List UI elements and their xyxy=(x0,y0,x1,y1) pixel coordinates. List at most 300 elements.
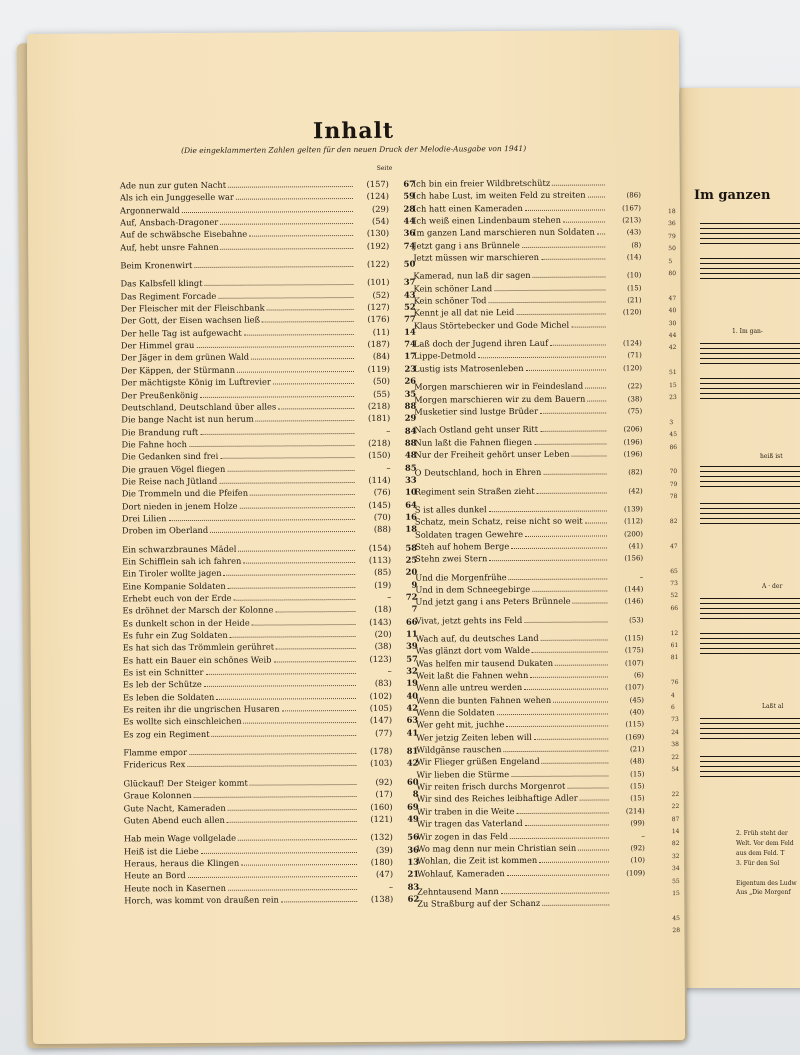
index-entry xyxy=(415,595,643,609)
music-staff xyxy=(700,598,800,622)
index-entry xyxy=(416,656,644,670)
page-number: 57 xyxy=(406,653,418,664)
melody-edition-page: (138) xyxy=(370,893,394,904)
facing-page xyxy=(680,88,800,988)
page-number: 60 xyxy=(406,776,419,787)
leader-dots xyxy=(532,645,608,653)
page-number: 49 xyxy=(407,813,419,824)
leader-dots xyxy=(525,202,605,210)
page-number: 25 xyxy=(405,554,418,565)
melody-edition-page: (10) xyxy=(630,856,646,865)
song-title: Weit laßt die Fahnen wehn xyxy=(415,669,529,681)
leader-dots xyxy=(571,319,606,327)
song-title: Musketier sind lustge Brüder xyxy=(414,405,539,417)
song-title: Heraus, heraus die Klingen xyxy=(123,857,240,869)
leader-dots xyxy=(227,814,357,823)
melody-edition-page: (160) xyxy=(370,801,393,812)
melody-edition-page: (130) xyxy=(366,228,390,239)
melody-edition-page: (15) xyxy=(630,782,645,791)
page-number: 26 xyxy=(404,375,417,386)
leader-dots xyxy=(585,381,606,389)
song-title: Es ist ein Schnitter xyxy=(122,666,204,678)
index-entry xyxy=(415,502,643,516)
song-title: Flamme empor xyxy=(123,747,188,758)
index-entry xyxy=(414,404,642,418)
verse-text: Welt. Vor dem Feld xyxy=(736,840,794,847)
song-title: Es fuhr ein Zug Soldaten xyxy=(122,629,228,641)
margin-page-number: 4 xyxy=(670,691,675,699)
margin-page-number: 38 xyxy=(671,741,679,749)
melody-edition-page: (43) xyxy=(626,228,642,237)
leader-dots xyxy=(522,239,606,248)
index-page xyxy=(27,30,685,1044)
leader-dots xyxy=(532,583,607,591)
leader-dots xyxy=(509,571,608,580)
index-entry xyxy=(120,239,415,253)
song-title: Es hatt ein Bauer ein schönes Weib xyxy=(122,654,272,666)
melody-edition-page: (48) xyxy=(629,757,645,766)
index-entry xyxy=(417,841,645,855)
leader-dots xyxy=(541,632,608,640)
index-entry xyxy=(415,527,643,541)
leader-dots xyxy=(256,413,355,422)
index-entry xyxy=(416,742,644,756)
music-staff xyxy=(700,466,800,490)
margin-page-number: 45 xyxy=(672,914,680,922)
index-entry xyxy=(122,523,417,537)
leader-dots xyxy=(220,216,353,225)
index-entry xyxy=(417,804,645,818)
verse-text: 3. Für den Sol xyxy=(736,860,780,867)
index-entry xyxy=(415,570,643,584)
melody-edition-page: – xyxy=(641,831,645,840)
index-entry xyxy=(413,213,641,227)
melody-edition-page: (156) xyxy=(624,554,644,563)
page-number: 64 xyxy=(405,499,417,510)
melody-edition-page: (52) xyxy=(372,289,390,300)
leader-dots xyxy=(228,580,356,589)
song-title: Und die Morgenfrühe xyxy=(415,571,507,583)
song-title: Lustig ists Matrosenleben xyxy=(413,362,524,374)
leader-dots xyxy=(542,898,609,906)
melody-edition-page: (112) xyxy=(624,517,643,526)
page-number: 44 xyxy=(403,215,416,226)
margin-page-number: 82 xyxy=(669,518,678,526)
song-title: Es dunkelt schon in der Heide xyxy=(122,617,250,629)
leader-dots xyxy=(489,553,607,562)
song-title: Ein schwarzbraunes Mädel xyxy=(122,543,237,555)
melody-edition-page: (120) xyxy=(622,308,642,317)
song-title: Der Preußenkönig xyxy=(121,389,199,400)
song-title: Heute an Bord xyxy=(124,870,186,881)
page-number: 72 xyxy=(405,591,418,602)
melody-edition-page: – xyxy=(386,462,391,473)
leader-dots xyxy=(539,855,609,863)
leader-dots xyxy=(273,654,355,663)
leader-dots xyxy=(218,290,353,299)
margin-page-number: 61 xyxy=(670,642,679,650)
song-title: Wir Flieger grüßen Engeland xyxy=(416,756,540,768)
song-title: Fridericus Rex xyxy=(123,759,186,770)
page-number: 52 xyxy=(404,301,416,312)
song-title: Es leben die Soldaten xyxy=(122,691,215,703)
page-number: 16 xyxy=(405,511,417,522)
margin-page-number: 23 xyxy=(669,394,677,402)
song-title: Morgen marschieren wir zu dem Bauern xyxy=(414,393,586,405)
index-entry xyxy=(414,293,642,307)
page-number: 37 xyxy=(403,277,416,288)
melody-edition-page: (169) xyxy=(625,732,645,742)
index-entry xyxy=(413,281,641,295)
leader-dots xyxy=(572,448,607,456)
melody-edition-page: (102) xyxy=(369,690,392,701)
song-title: Ich habe Lust, im weiten Feld zu streiten xyxy=(412,189,586,201)
melody-edition-page: (200) xyxy=(624,529,644,538)
leader-dots xyxy=(537,485,607,493)
index-entry xyxy=(414,336,642,350)
song-title: Der mächtigste König im Luftrevier xyxy=(121,376,271,388)
leader-dots xyxy=(262,314,354,323)
index-entry xyxy=(416,705,644,719)
song-title: Regiment sein Straßen zieht xyxy=(414,485,535,497)
leader-dots xyxy=(228,882,357,891)
page-number: 17 xyxy=(404,351,416,362)
melody-edition-page: (145) xyxy=(368,499,391,510)
song-title: Wildgänse rauschen xyxy=(416,744,502,755)
leader-dots xyxy=(533,270,606,278)
melody-edition-page: (127) xyxy=(367,301,390,313)
melody-edition-page: (107) xyxy=(625,683,644,692)
music-staff xyxy=(700,756,800,780)
page-number: 63 xyxy=(406,715,419,726)
song-title: Klaus Störtebecker und Gode Michel xyxy=(413,319,570,331)
index-entry xyxy=(123,757,418,771)
page-number: 48 xyxy=(404,449,417,460)
page-number: 66 xyxy=(405,616,418,627)
song-title: Wenn die bunten Fahnen wehen xyxy=(415,694,552,706)
page-number: 40 xyxy=(406,690,418,701)
leader-dots xyxy=(205,277,354,286)
song-title: Und jetzt gang i ans Peters Brünnele xyxy=(415,596,571,607)
leader-dots xyxy=(194,259,353,268)
margin-page-number: 47 xyxy=(668,294,677,302)
melody-edition-page: (167) xyxy=(622,203,642,213)
song-title: Steh auf hohem Berge xyxy=(415,541,510,552)
index-entry xyxy=(415,465,643,479)
margin-page-number: 6 xyxy=(671,704,675,712)
page-number: 9 xyxy=(411,579,418,590)
leader-dots xyxy=(563,215,605,223)
melody-edition-page: (22) xyxy=(627,382,643,391)
song-title: Wir tragen das Vaterland xyxy=(416,818,523,829)
margin-page-number: 50 xyxy=(668,245,676,253)
index-entry xyxy=(415,514,643,528)
margin-page-number: 34 xyxy=(672,865,680,873)
melody-edition-page: (14) xyxy=(626,253,642,262)
leader-dots xyxy=(236,191,353,200)
song-title: Der Jäger in dem grünen Wald xyxy=(120,352,250,363)
page-number: 62 xyxy=(407,893,420,904)
melody-edition-page: (121) xyxy=(370,813,393,824)
song-title: Kamerad, nun laß dir sagen xyxy=(413,270,531,282)
leader-dots xyxy=(506,719,608,728)
song-title: Das Regiment Forcade xyxy=(120,290,217,302)
leader-dots xyxy=(234,592,356,601)
melody-edition-page: (107) xyxy=(624,658,644,668)
page-number: 11 xyxy=(406,628,418,639)
song-title: Beim Kronenwirt xyxy=(120,260,193,271)
margin-page-number: 70 xyxy=(669,468,678,476)
melody-edition-page: (176) xyxy=(367,314,390,325)
melody-edition-page: (124) xyxy=(622,339,642,348)
index-entry xyxy=(416,693,644,707)
leader-dots xyxy=(540,405,606,413)
song-title: Jetzt gang i ans Brünnele xyxy=(413,239,520,251)
page-number: 35 xyxy=(404,388,417,399)
melody-edition-page: (157) xyxy=(366,178,389,189)
song-title: Wohlan, die Zeit ist kommen xyxy=(416,855,538,866)
leader-dots xyxy=(573,596,608,604)
margin-page-number: 22 xyxy=(671,753,680,761)
song-title: Morgen marschieren wir in Feindesland xyxy=(414,380,584,392)
melody-edition-page: (6) xyxy=(633,671,644,680)
melody-edition-page: (123) xyxy=(369,653,392,664)
index-entry xyxy=(413,201,641,215)
song-title: Droben im Oberland xyxy=(121,525,209,536)
index-entry xyxy=(415,582,643,596)
margin-page-number: 82 xyxy=(671,840,680,848)
music-staff xyxy=(700,503,800,527)
page-number: 18 xyxy=(405,523,417,534)
leader-dots xyxy=(578,842,609,850)
leader-dots xyxy=(553,694,608,702)
melody-edition-page: (99) xyxy=(630,819,645,828)
lyric-line: A · der xyxy=(762,583,783,590)
melody-edition-page: (40) xyxy=(629,708,645,717)
melody-edition-page: (11) xyxy=(372,326,390,337)
melody-edition-page: (218) xyxy=(368,437,391,448)
song-title: Wir traben in die Weite xyxy=(416,805,515,817)
page-number: 42 xyxy=(406,702,419,713)
index-entry xyxy=(416,668,644,682)
song-title: Im ganzen Land marschieren nun Soldaten xyxy=(413,226,595,239)
page-number: 7 xyxy=(411,603,418,615)
song-title: Die Gedanken sind frei xyxy=(121,451,219,462)
page-number: 74 xyxy=(403,240,416,251)
song-title: Und in dem Schneegebirge xyxy=(415,583,531,595)
leader-dots xyxy=(478,350,606,359)
page-number: 19 xyxy=(406,678,418,689)
leader-dots xyxy=(501,885,609,894)
song-title: Horch, was kommt von draußen rein xyxy=(124,894,279,906)
melody-edition-page: (147) xyxy=(369,715,393,726)
leader-dots xyxy=(276,641,356,649)
song-title: Nun laßt die Fahnen fliegen xyxy=(414,436,533,448)
index-entry xyxy=(414,361,642,375)
song-title: Wir lieben die Stürme xyxy=(416,768,510,780)
leader-dots xyxy=(525,528,607,537)
page-number: 29 xyxy=(404,412,417,423)
melody-edition-page: (120) xyxy=(623,364,642,373)
song-title: Deutschland, Deutschland über alles xyxy=(121,401,277,413)
page-subtitle: (Die eingeklammerten Zahlen gelten für den neuen Druck der Melodie-Ausgabe von 1941) xyxy=(181,143,527,156)
index-entry xyxy=(414,447,642,461)
melody-edition-page: (54) xyxy=(371,215,390,226)
page-number: 74 xyxy=(404,338,416,349)
page-number: 23 xyxy=(404,363,417,374)
melody-edition-page: (150) xyxy=(368,450,391,461)
leader-dots xyxy=(228,802,357,811)
index-entry xyxy=(414,435,642,449)
song-title: Ich hatt einen Kameraden xyxy=(412,202,523,214)
leader-dots xyxy=(489,503,607,512)
leader-dots xyxy=(542,756,609,764)
song-title: Laß doch der Jugend ihren Lauf xyxy=(413,337,549,349)
index-entry xyxy=(414,349,642,363)
melody-edition-page: (124) xyxy=(366,191,389,202)
lyric-line: 1. Im gan- xyxy=(732,328,763,335)
page-number: 20 xyxy=(405,566,418,578)
song-title: Der helle Tag ist aufgewacht xyxy=(120,327,242,339)
song-title: Wach auf, du deutsches Land xyxy=(415,632,539,644)
index-entry xyxy=(414,306,642,320)
leader-dots xyxy=(588,190,605,198)
leader-dots xyxy=(240,500,355,509)
leader-dots xyxy=(228,179,353,188)
melody-edition-page: (143) xyxy=(369,616,392,627)
leader-dots xyxy=(585,516,607,524)
page-number: 21 xyxy=(407,868,420,879)
index-entry xyxy=(415,539,643,553)
melody-edition-page: (76) xyxy=(373,487,391,498)
leader-dots xyxy=(205,666,355,675)
melody-edition-page: (109) xyxy=(626,868,646,877)
margin-page-number: 55 xyxy=(672,877,680,885)
page-number: 88 xyxy=(404,437,417,448)
index-entry xyxy=(414,392,642,406)
melody-edition-page: (101) xyxy=(367,277,390,288)
music-staff xyxy=(700,343,800,367)
song-title: Nur der Freiheit gehört unser Leben xyxy=(414,448,570,460)
melody-edition-page: (103) xyxy=(370,758,393,769)
margin-page-number: 51 xyxy=(668,369,677,377)
margin-page-number: 86 xyxy=(669,443,678,451)
margin-page-number: 42 xyxy=(668,344,677,352)
music-staff xyxy=(700,258,800,282)
melody-edition-page: (192) xyxy=(366,240,390,251)
margin-page-number: 30 xyxy=(668,319,677,327)
margin-page-number: 52 xyxy=(670,592,679,600)
index-entry xyxy=(416,767,644,781)
leader-dots xyxy=(275,604,355,612)
song-title: Der Himmel grau xyxy=(120,340,195,351)
leader-dots xyxy=(238,543,355,552)
leader-dots xyxy=(201,845,357,854)
margin-page-number: 80 xyxy=(668,270,677,278)
leader-dots xyxy=(552,177,605,185)
leader-dots xyxy=(580,793,609,801)
song-title: Die Trommeln und die Pfeifen xyxy=(121,487,249,499)
leader-dots xyxy=(534,436,606,444)
leader-dots xyxy=(510,830,609,839)
song-title: Ein Tiroler wollte jagen xyxy=(122,568,222,579)
melody-edition-page: (19) xyxy=(374,579,392,590)
leader-dots xyxy=(244,327,354,336)
footer-text: Aus „Die Morgenf xyxy=(736,889,791,896)
margin-page-number: 45 xyxy=(669,431,678,439)
song-title: O Deutschland, hoch in Ehren xyxy=(414,467,542,478)
index-entry xyxy=(414,318,642,332)
index-entry xyxy=(416,718,644,732)
melody-edition-page: (53) xyxy=(629,615,644,624)
leader-dots xyxy=(281,894,357,902)
index-entry xyxy=(416,644,644,658)
melody-edition-page: (50) xyxy=(372,375,391,387)
index-entry xyxy=(417,829,645,843)
melody-edition-page: – xyxy=(387,591,392,602)
leader-dots xyxy=(530,669,608,677)
leader-dots xyxy=(273,376,354,384)
leader-dots xyxy=(267,302,354,311)
margin-page-number: 22 xyxy=(671,790,680,798)
melody-edition-page: (18) xyxy=(374,604,392,615)
melody-edition-page: (214) xyxy=(625,807,645,816)
index-entry xyxy=(123,726,418,740)
song-title: Der Käppen, der Stürmann xyxy=(120,364,236,376)
melody-edition-page: (113) xyxy=(368,554,392,565)
song-title: Wir sind des Reiches leibhaftige Adler xyxy=(416,793,578,805)
song-title: Die Reise nach Jütland xyxy=(121,475,218,487)
index-entry xyxy=(414,379,642,393)
song-title: Argonnerwald xyxy=(119,204,180,216)
melody-edition-page: (144) xyxy=(624,585,644,594)
leader-dots xyxy=(189,438,354,447)
page-number: 33 xyxy=(405,474,417,485)
margin-page-number: 66 xyxy=(670,604,679,612)
melody-edition-page: (181) xyxy=(367,412,391,424)
song-title: Eine Kompanie Soldaten xyxy=(122,580,226,592)
margin-page-number: 73 xyxy=(671,716,679,724)
leader-dots xyxy=(497,707,608,716)
margin-page-number: 12 xyxy=(670,629,679,637)
song-title: Gute Nacht, Kameraden xyxy=(123,802,226,813)
page-number: 39 xyxy=(406,641,418,652)
leader-dots xyxy=(597,227,605,235)
index-entry xyxy=(416,779,644,793)
leader-dots xyxy=(526,362,606,370)
song-title: Kein schöner Tod xyxy=(413,295,487,306)
leader-dots xyxy=(243,555,355,564)
melody-edition-page: (15) xyxy=(627,284,642,293)
melody-edition-page: (92) xyxy=(630,844,645,853)
index-entry xyxy=(413,250,641,264)
melody-edition-page: (70) xyxy=(373,511,391,522)
melody-edition-page: (115) xyxy=(625,720,645,729)
song-title: Auf de schwäbsche Eisebahne xyxy=(120,229,248,240)
margin-page-number: 79 xyxy=(669,480,678,488)
melody-edition-page: (105) xyxy=(369,702,393,714)
melody-edition-page: (187) xyxy=(367,338,390,350)
index-entry xyxy=(413,189,641,203)
footer-text: Eigentum des Ludw xyxy=(736,880,797,887)
song-title: Wir reiten frisch durchs Morgenrot xyxy=(416,780,566,792)
index-entry xyxy=(120,258,415,272)
page-title: Inhalt xyxy=(312,117,395,145)
melody-edition-page: – xyxy=(387,665,392,676)
song-title: Wenn die Soldaten xyxy=(416,707,495,718)
melody-edition-page: (139) xyxy=(623,505,643,514)
melody-edition-page: (86) xyxy=(626,191,641,200)
